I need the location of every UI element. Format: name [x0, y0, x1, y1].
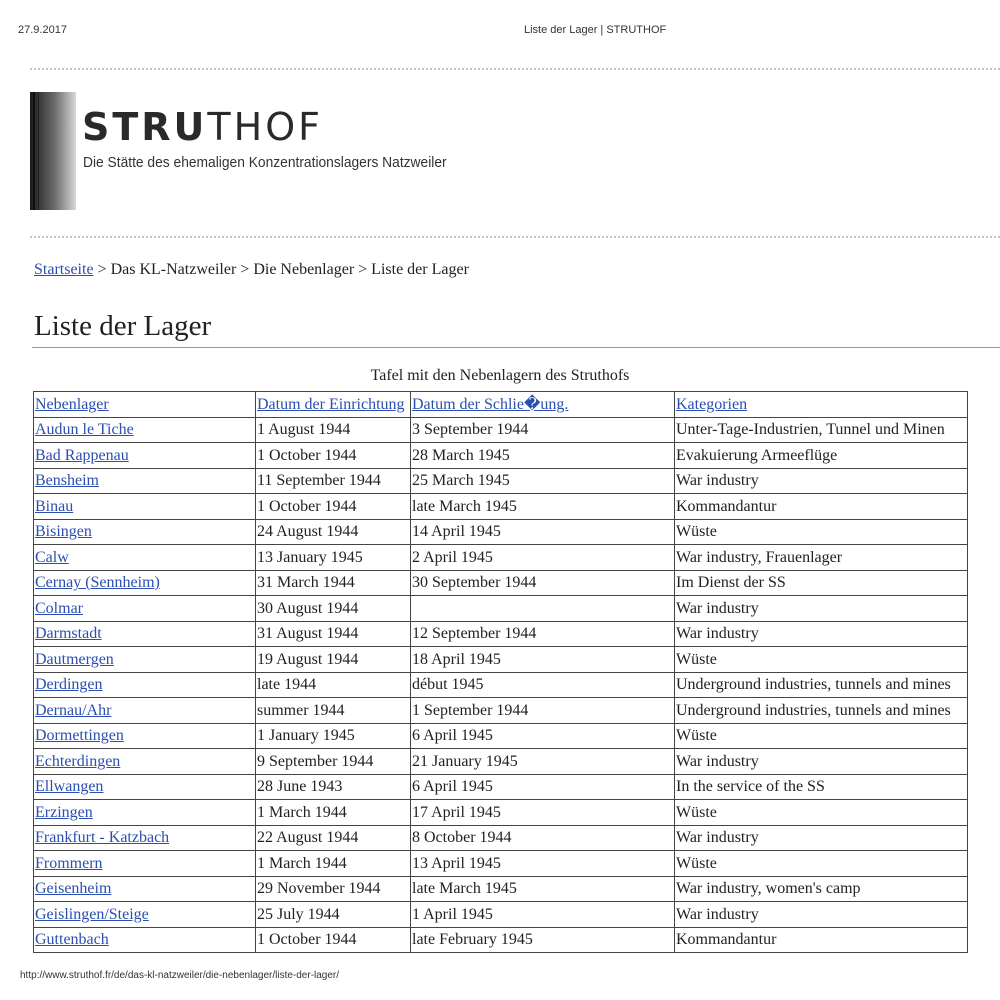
cell-category-text: War industry, women's camp: [676, 880, 861, 897]
table-row: [34, 774, 968, 800]
cell-category: [675, 545, 968, 571]
cell-closed-text: late March 1945: [412, 497, 517, 515]
table-row: [34, 545, 968, 571]
brand-wordmark-bold: STRU: [82, 105, 208, 149]
subcamp-link[interactable]: Erzingen: [35, 803, 93, 821]
cell-category-text: In the service of the SS: [676, 778, 825, 795]
cell-category: [675, 927, 968, 953]
struthof-logo-mark[interactable]: [30, 92, 76, 210]
table-row: [34, 443, 968, 469]
subcamps-table: [33, 391, 968, 953]
cell-category: [675, 417, 968, 443]
cell-subcamp[interactable]: [34, 902, 256, 928]
cell-closed-text: 2 April 1945: [412, 548, 493, 566]
cell-closed: [411, 596, 675, 622]
cell-opened-text: 31 August 1944: [257, 625, 359, 642]
cell-closed: [411, 647, 675, 673]
print-date: 27.9.2017: [18, 24, 67, 36]
title-underline: [32, 347, 1000, 348]
cell-category: [675, 621, 968, 647]
cell-closed-text: late February 1945: [412, 931, 533, 948]
cell-opened-text: 1 October 1944: [257, 931, 357, 948]
cell-closed: [411, 570, 675, 596]
cell-opened-text: 25 July 1944: [257, 905, 340, 923]
cell-category-text: War industry: [676, 472, 759, 489]
table-row: [34, 800, 968, 826]
cell-subcamp[interactable]: [34, 927, 256, 953]
cell-category-text: Underground industries, tunnels and mines: [676, 676, 951, 693]
table-row: [34, 723, 968, 749]
cell-subcamp[interactable]: [34, 672, 256, 698]
cell-closed: [411, 545, 675, 571]
cell-closed: [411, 927, 675, 953]
subcamp-link[interactable]: Frommern: [35, 854, 103, 872]
cell-opened: [256, 902, 411, 928]
cell-category-text: War industry: [676, 599, 759, 617]
sort-link-subcamp[interactable]: Nebenlager: [35, 395, 109, 413]
cell-closed: [411, 519, 675, 545]
cell-category: [675, 570, 968, 596]
table-row: [34, 749, 968, 775]
table-row: [34, 519, 968, 545]
cell-opened-text: 1 October 1944: [257, 446, 357, 464]
cell-opened: [256, 698, 411, 724]
cell-subcamp[interactable]: [34, 723, 256, 749]
brand-wordmark[interactable]: [82, 105, 323, 149]
breadcrumb: [34, 261, 469, 279]
cell-closed: [411, 672, 675, 698]
header-divider: [30, 68, 1000, 70]
subcamp-link[interactable]: Binau: [35, 497, 74, 515]
cell-category: [675, 672, 968, 698]
table-row: [34, 417, 968, 443]
cell-opened: [256, 825, 411, 851]
table-row: [34, 698, 968, 724]
cell-subcamp[interactable]: [34, 800, 256, 826]
cell-category: [675, 698, 968, 724]
column-header-closed[interactable]: [411, 392, 675, 418]
cell-opened-text: 1 January 1945: [257, 727, 355, 744]
table-row: [34, 494, 968, 520]
cell-opened-text: 22 August 1944: [257, 829, 359, 846]
cell-closed: [411, 851, 675, 877]
logo-gradient-icon: [30, 92, 76, 210]
cell-opened-text: 13 January 1945: [257, 548, 363, 566]
cell-opened: [256, 851, 411, 877]
cell-closed-text: 25 March 1945: [412, 472, 510, 489]
cell-closed-text: 18 April 1945: [412, 650, 501, 668]
cell-opened: [256, 443, 411, 469]
cell-opened-text: 1 March 1944: [257, 803, 347, 821]
cell-opened: [256, 570, 411, 596]
subcamp-link[interactable]: Cernay (Sennheim): [35, 574, 160, 591]
subcamp-link[interactable]: Frankfurt - Katzbach: [35, 829, 170, 846]
cell-opened-text: 1 August 1944: [257, 421, 351, 438]
cell-category: [675, 494, 968, 520]
cell-closed-text: 21 January 1945: [412, 752, 518, 770]
cell-category-text: Wüste: [676, 727, 717, 744]
cell-opened: [256, 494, 411, 520]
print-page-title: Liste der Lager | STRUTHOF: [524, 24, 667, 36]
cell-opened-text: 1 March 1944: [257, 854, 347, 872]
cell-closed-text: 13 April 1945: [412, 854, 501, 872]
cell-subcamp[interactable]: [34, 494, 256, 520]
subcamp-link[interactable]: Echterdingen: [35, 752, 121, 770]
cell-opened-text: 28 June 1943: [257, 778, 343, 795]
cell-category-text: Kommandantur: [676, 931, 777, 948]
cell-category: [675, 851, 968, 877]
cell-closed: [411, 443, 675, 469]
cell-subcamp[interactable]: [34, 596, 256, 622]
cell-subcamp[interactable]: [34, 774, 256, 800]
cell-opened-text: 9 September 1944: [257, 752, 374, 770]
cell-opened-text: 1 October 1944: [257, 497, 357, 515]
sort-link-closed[interactable]: Datum der Schlie�ung.: [412, 395, 569, 413]
cell-opened: [256, 749, 411, 775]
cell-subcamp[interactable]: [34, 621, 256, 647]
cell-subcamp[interactable]: [34, 468, 256, 494]
table-row: [34, 902, 968, 928]
cell-category: [675, 723, 968, 749]
column-header-opened[interactable]: [256, 392, 411, 418]
cell-category: [675, 902, 968, 928]
cell-closed-text: 1 April 1945: [412, 905, 493, 923]
subcamp-link[interactable]: Dormettingen: [35, 727, 124, 744]
cell-opened: [256, 647, 411, 673]
sort-link-category[interactable]: Kategorien: [676, 395, 748, 413]
subcamp-link[interactable]: Guttenbach: [35, 931, 109, 948]
cell-closed: [411, 468, 675, 494]
cell-subcamp[interactable]: [34, 876, 256, 902]
cell-category-text: Unter-Tage-Industrien, Tunnel und Minen: [676, 421, 945, 438]
subcamp-link[interactable]: Bensheim: [35, 472, 99, 489]
cell-closed: [411, 749, 675, 775]
cell-subcamp[interactable]: [34, 417, 256, 443]
subcamp-link[interactable]: Dernau/Ahr: [35, 701, 112, 719]
table-row: [34, 876, 968, 902]
table-body: [34, 417, 968, 953]
cell-category-text: War industry: [676, 625, 759, 642]
cell-closed: [411, 774, 675, 800]
table-row: [34, 596, 968, 622]
subcamp-link[interactable]: Geisenheim: [35, 880, 112, 897]
subcamp-link[interactable]: Bad Rappenau: [35, 446, 129, 464]
subcamp-link[interactable]: Audun le Tiche: [35, 421, 134, 438]
cell-opened-text: 11 September 1944: [257, 472, 381, 489]
table-row: [34, 825, 968, 851]
cell-category: [675, 876, 968, 902]
cell-category: [675, 774, 968, 800]
cell-category-text: War industry, Frauenlager: [676, 548, 843, 566]
subcamp-link[interactable]: Colmar: [35, 599, 83, 617]
subcamp-link[interactable]: Darmstadt: [35, 625, 102, 642]
column-header-category[interactable]: [675, 392, 968, 418]
cell-category: [675, 519, 968, 545]
cell-closed-text: 1 September 1944: [412, 701, 529, 719]
table-row: [34, 851, 968, 877]
cell-opened: [256, 519, 411, 545]
cell-category-text: Evakuierung Armeeflüge: [676, 446, 838, 464]
cell-category: [675, 647, 968, 673]
cell-opened-text: summer 1944: [257, 701, 345, 719]
cell-category: [675, 825, 968, 851]
table-row: [34, 927, 968, 953]
cell-closed: [411, 723, 675, 749]
cell-opened: [256, 774, 411, 800]
cell-opened-text: 30 August 1944: [257, 599, 359, 617]
subcamp-link[interactable]: Geislingen/Steige: [35, 905, 149, 923]
cell-opened: [256, 596, 411, 622]
cell-closed: [411, 825, 675, 851]
cell-opened-text: late 1944: [257, 676, 317, 693]
subcamp-link[interactable]: Derdingen: [35, 676, 103, 693]
cell-category-text: War industry: [676, 829, 759, 846]
cell-closed-text: 3 September 1944: [412, 421, 529, 438]
cell-subcamp[interactable]: [34, 698, 256, 724]
cell-category: [675, 468, 968, 494]
cell-category-text: Wüste: [676, 854, 717, 872]
cell-opened: [256, 723, 411, 749]
cell-closed-text: 17 April 1945: [412, 803, 501, 821]
cell-subcamp[interactable]: [34, 647, 256, 673]
cell-closed-text: 12 September 1944: [412, 625, 537, 642]
cell-category-text: Kommandantur: [676, 497, 777, 515]
cell-opened: [256, 621, 411, 647]
cell-category-text: War industry: [676, 752, 759, 770]
cell-opened-text: 29 November 1944: [257, 880, 381, 897]
column-header-subcamp[interactable]: [34, 392, 256, 418]
cell-category-text: Wüste: [676, 523, 717, 540]
cell-subcamp[interactable]: [34, 443, 256, 469]
cell-subcamp[interactable]: [34, 851, 256, 877]
cell-closed-text: 28 March 1945: [412, 446, 510, 464]
cell-category: [675, 749, 968, 775]
cell-opened: [256, 417, 411, 443]
breadcrumb-trail: > Das KL-Natzweiler > Die Nebenlager > Liste der Lager: [93, 261, 469, 278]
cell-subcamp[interactable]: [34, 545, 256, 571]
logo-divider: [30, 236, 1000, 238]
table-row: [34, 621, 968, 647]
cell-subcamp[interactable]: [34, 570, 256, 596]
subcamp-link[interactable]: Ellwangen: [35, 778, 104, 795]
cell-opened-text: 19 August 1944: [257, 650, 359, 668]
cell-category-text: Im Dienst der SS: [676, 574, 786, 591]
cell-closed: [411, 902, 675, 928]
cell-category-text: Wüste: [676, 650, 717, 668]
cell-closed-text: 6 April 1945: [412, 727, 493, 744]
cell-category: [675, 443, 968, 469]
cell-closed: [411, 698, 675, 724]
table-row: [34, 672, 968, 698]
subcamp-link[interactable]: Calw: [35, 548, 69, 566]
cell-category: [675, 800, 968, 826]
cell-closed-text: 30 September 1944: [412, 574, 537, 591]
cell-subcamp[interactable]: [34, 519, 256, 545]
cell-opened: [256, 876, 411, 902]
cell-opened-text: 24 August 1944: [257, 523, 359, 540]
subcamp-link[interactable]: Bisingen: [35, 523, 92, 540]
cell-closed: [411, 876, 675, 902]
table-row: [34, 647, 968, 673]
footer-url: http://www.struthof.fr/de/das-kl-natzweiler/die-nebenlager/liste-der-lager/: [20, 970, 340, 981]
table-header-row: [34, 392, 968, 418]
cell-closed-text: 8 October 1944: [412, 829, 512, 846]
cell-closed: [411, 494, 675, 520]
cell-closed-text: 6 April 1945: [412, 778, 493, 795]
table-caption: Tafel mit den Nebenlagern des Struthofs: [370, 367, 630, 384]
cell-closed-text: début 1945: [412, 676, 484, 693]
cell-closed-text: 14 April 1945: [412, 523, 501, 540]
cell-category-text: Underground industries, tunnels and mines: [676, 701, 951, 719]
cell-subcamp[interactable]: [34, 825, 256, 851]
cell-subcamp[interactable]: [34, 749, 256, 775]
brand-tagline: Die Stätte des ehemaligen Konzentrationslagers Natzweiler: [83, 154, 447, 171]
cell-closed: [411, 417, 675, 443]
cell-opened: [256, 468, 411, 494]
page-title: Liste der Lager: [34, 310, 212, 342]
brand-wordmark-light: THOF: [207, 105, 323, 149]
cell-opened-text: 31 March 1944: [257, 574, 355, 591]
cell-category-text: War industry: [676, 905, 759, 923]
table-row: [34, 570, 968, 596]
cell-closed: [411, 621, 675, 647]
cell-category-text: Wüste: [676, 803, 717, 821]
table-row: [34, 468, 968, 494]
subcamp-link[interactable]: Dautmergen: [35, 650, 114, 668]
cell-closed-text: late March 1945: [412, 880, 517, 897]
cell-category: [675, 596, 968, 622]
sort-link-opened[interactable]: Datum der Einrichtung: [257, 395, 405, 413]
cell-opened: [256, 800, 411, 826]
breadcrumb-home-link[interactable]: Startseite: [34, 261, 94, 278]
cell-opened: [256, 545, 411, 571]
cell-opened: [256, 672, 411, 698]
cell-opened: [256, 927, 411, 953]
cell-closed: [411, 800, 675, 826]
